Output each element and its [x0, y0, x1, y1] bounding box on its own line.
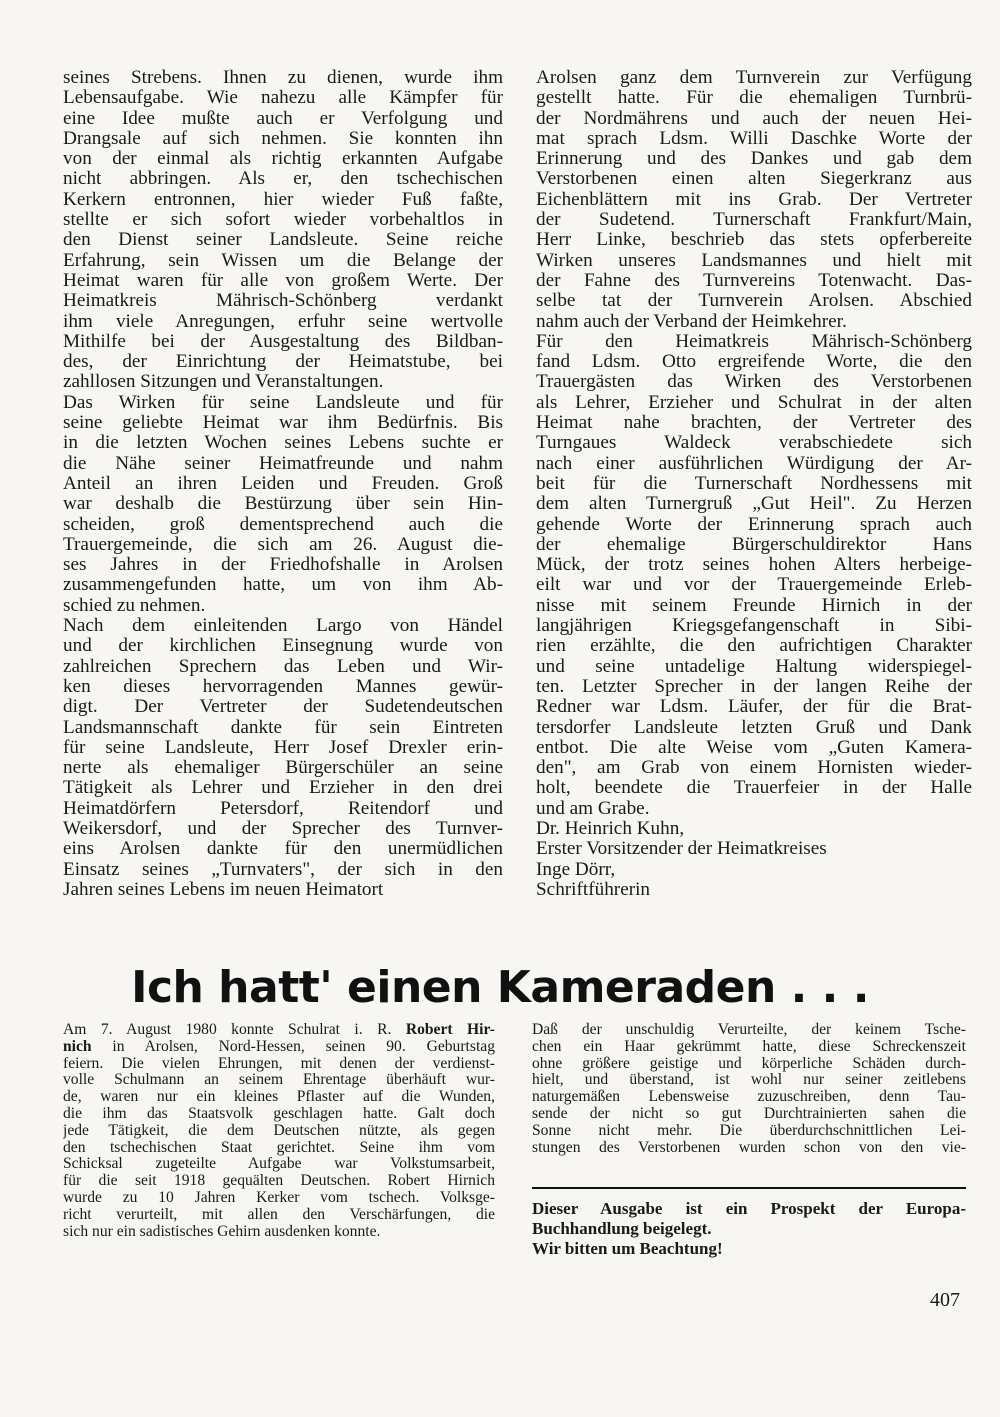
text-line: der Sudetend. Turnerschaft Frankfurt/Main, [536, 210, 972, 231]
text-line: schied zu nehmen. [63, 595, 206, 616]
text-line: seine geliebte Heimat war ihm Bedürfnis. Bis [63, 413, 503, 434]
text-line: Erfahrung, sein Wissen um die Belange der [63, 250, 503, 271]
text-line: Landsmannschaft dankte für sein Eintreten [63, 717, 503, 738]
text-line: langjährigen Kriegsgefangenschaft in Sibi- [536, 616, 972, 637]
text-line: Mück, der trotz seines hohen Alters herbeige- [536, 555, 972, 576]
text-line: jede Tätigkeit, die dem Deutschen nützte, als gegen [63, 1122, 495, 1139]
text-line: Dieser Ausgabe ist ein Prospekt der Europa- [532, 1199, 966, 1218]
text-line: gehende Worte der Erinnerung sprach auch [536, 514, 972, 535]
text-line: stellte er sich sofort wieder vorbehaltlos in [63, 210, 503, 231]
text-line: Heimat waren für alle von großem Werte. Der [63, 270, 503, 291]
text-line: in die letzten Wochen seines Lebens suchte er [63, 433, 503, 454]
text-line: dem alten Turnergruß „Gut Heil". Zu Herzen [536, 494, 972, 515]
text-line: entbot. Die alte Weise vom „Guten Kamera- [536, 737, 972, 758]
text-line: digt. Der Vertreter der Sudetendeutschen [63, 697, 503, 718]
article-headline: Ich hatt' einen Kameraden . . . [131, 962, 869, 1013]
text-line: chen ein Haar gekrümmt hatte, diese Schreckenszeit [532, 1038, 966, 1055]
text-line: Trauergemeinde, die sich am 26. August die- [63, 534, 503, 555]
text-line: Mithilfe bei der Ausgestaltung des Bildban- [63, 331, 503, 352]
text-line: nicht abbringen. Als er, den tschechischen [63, 169, 503, 190]
text-line: Arolsen ganz dem Turnverein zur Verfügung [536, 68, 972, 88]
text-line: rien erzählte, die den aufrichtigen Charakter [536, 636, 972, 657]
text-line: Wirken unseres Landsmannes und hielt mit [536, 250, 972, 271]
signature-line: Schriftführerin [536, 879, 651, 900]
text-line: hielt, und überstand, ist wohl nur seiner zeitlebens [532, 1072, 966, 1089]
signature-line: Erster Vorsitzender der Heimatkreises [536, 839, 827, 860]
text-line: für seine Landsleute, Herr Josef Drexler erin- [63, 737, 503, 758]
text-line: mat sprach Ldsm. Willi Daschke Worte der [536, 128, 972, 149]
article-column-left [63, 68, 503, 900]
text-line: naturgemäßen Lebensweise zuzuschreiben, denn Tau- [532, 1089, 966, 1106]
text-span: in Arolsen, Nord-Hessen, seinen 90. Geburtstag [91, 1038, 495, 1055]
text-line: Nach dem einleitenden Largo von Händel [63, 616, 503, 637]
text-line: ses Jahres in der Friedhofshalle in Arolsen [63, 555, 503, 576]
divider-rule [532, 1187, 966, 1189]
text-line: Trauergästen das Wirken des Verstorbenen [536, 372, 972, 393]
text-line: gestellt hatte. Für die ehemaligen Turnbrü- [536, 88, 972, 109]
text-line: Heimatdörfern Petersdorf, Reitendorf und [63, 798, 503, 819]
text-line: eins Arolsen dankte für den unermüdlichen [63, 839, 503, 860]
text-line: nahm auch der Verband der Heimkehrer. [536, 311, 847, 332]
text-line: tersdorfer Landsleute letzten Gruß und Dank [536, 717, 972, 738]
article-column-right [536, 68, 972, 900]
text-line: der ehemalige Bürgerschuldirektor Hans [536, 534, 972, 555]
text-line: Wir bitten um Beachtung! [532, 1239, 723, 1258]
page-number: 407 [930, 1289, 960, 1311]
text-line: als Lehrer, Erzieher und Schulrat in der alten [536, 392, 972, 413]
text-line: Tätigkeit als Lehrer und Erzieher in den drei [63, 778, 503, 799]
signature-line: Inge Dörr, [536, 859, 616, 880]
text-line: seines Strebens. Ihnen zu dienen, wurde ihm [63, 68, 503, 88]
text-line: beit für die Turnerschaft Nordhessens mit [536, 473, 972, 494]
text-line: Kerkern entronnen, hier wieder Fuß faßte, [63, 189, 503, 210]
text-line: Für den Heimatkreis Mährisch-Schönberg [536, 331, 972, 352]
text-line: zusammengefunden hatte, um von ihm Ab- [63, 575, 503, 596]
text-line: zahlreichen Sprechern das Leben und Wir- [63, 656, 503, 677]
text-line: stungen des Verstorbenen wurden schon von den vie- [532, 1139, 966, 1156]
text-line: Heimatkreis Mährisch-Schönberg verdankt [63, 291, 503, 312]
text-line: richt verurteilt, mit allen den Verschärfungen, die [63, 1206, 495, 1223]
text-line: ihm viele Anregungen, erfuhr seine wertvolle [63, 311, 503, 332]
text-line: und am Grabe. [536, 798, 650, 819]
text-line: Lebensaufgabe. Wie nahezu alle Kämpfer für [63, 88, 503, 109]
text-line: Das Wirken für seine Landsleute und für [63, 392, 503, 413]
text-line: fand Ldsm. Otto ergreifende Worte, die den [536, 352, 972, 373]
text-line: Daß der unschuldig Verurteilte, der keinem Tsche- [532, 1022, 966, 1038]
insert-notice [532, 1199, 966, 1259]
text-line: nerte als ehemaliger Bürgerschüler an seine [63, 758, 503, 779]
text-line: de, waren nur ein kleines Pflaster auf die Wunden, [63, 1089, 495, 1106]
text-line: ken dieses hervorragenden Mannes gewür- [63, 676, 503, 697]
text-line: Redner war Ldsm. Läufer, der für die Brat- [536, 697, 972, 718]
text-line: des, der Einrichtung der Heimatstube, bei [63, 352, 503, 373]
text-line: Buchhandlung beigelegt. [532, 1219, 712, 1238]
text-line: feiern. Die vielen Ehrungen, mit denen der verdienst- [63, 1055, 495, 1072]
text-line: Schicksal zugeteilte Aufgabe war Volkstumsarbeit, [63, 1156, 495, 1173]
text-line: zahllosen Sitzungen und Veranstaltungen. [63, 372, 384, 393]
text-line: Verstorbenen einen alten Siegerkranz aus [536, 169, 972, 190]
text-line: volle Schulmann an seinem Ehrentage überhäuft wur- [63, 1072, 495, 1089]
text-line: Einsatz seines „Turnvaters", der sich in den [63, 859, 503, 880]
text-line: Drangsale auf sich nehmen. Sie konnten ihn [63, 128, 503, 149]
text-line: nach einer ausführlichen Würdigung der Ar- [536, 453, 972, 474]
text-line: und seine untadelige Haltung widerspiegel- [536, 656, 972, 677]
text-line: und der kirchlichen Einsegnung wurde von [63, 636, 503, 657]
text-line: für die seit 1918 gequälten Deutschen. Robert Hirnich [63, 1173, 495, 1190]
text-line: Herr Linke, beschrieb das stets opferbereite [536, 230, 972, 251]
text-line [63, 1039, 495, 1056]
text-line: Anteil an ihren Leiden und Freuden. Groß [63, 473, 503, 494]
text-line [63, 1022, 495, 1039]
second-article-column-left [63, 1022, 495, 1240]
text-line: der Nordmährens und auch der neuen Hei- [536, 108, 972, 129]
text-line: sich nur ein sadistisches Gehirn ausdenken konnte. [63, 1223, 381, 1240]
text-line: sende der nicht so gut Durchtrainierten sahen die [532, 1105, 966, 1122]
text-line: Jahren seines Lebens im neuen Heimatort [63, 879, 384, 900]
text-line: Weikersdorf, und der Sprecher des Turnver- [63, 818, 503, 839]
text-line: wurde zu 10 Jahren Kerker vom tschech. Volksge- [63, 1189, 495, 1206]
signature-line: Dr. Heinrich Kuhn, [536, 818, 685, 839]
text-line: war deshalb die Bestürzung über sein Hin- [63, 494, 503, 515]
text-line: den Dienst seiner Landsleute. Seine reiche [63, 230, 503, 251]
second-article-column-right [532, 1022, 966, 1156]
text-line: holt, beendete die Trauerfeier in der Halle [536, 778, 972, 799]
bold-name: nich [63, 1038, 92, 1055]
bold-name: Robert Hir- [405, 1022, 495, 1038]
text-line: Erinnerung und des Dankes und gab dem [536, 149, 972, 170]
text-line: ten. Letzter Sprecher in der langen Reihe der [536, 676, 972, 697]
text-line: den tschechischen Staat gerichtet. Seine ihm vom [63, 1139, 495, 1156]
text-line: Eichenblättern mit ins Grab. Der Vertreter [536, 189, 972, 210]
text-line: Turngaues Waldeck verabschiedete sich [536, 433, 972, 454]
text-line: Heimat nahe brachten, der Vertreter des [536, 413, 972, 434]
text-line: die ihm das Staatsvolk geschlagen hatte. Galt doch [63, 1105, 495, 1122]
text-line: die Nähe seiner Heimatfreunde und nahm [63, 453, 503, 474]
text-line: scheiden, groß dementsprechend auch die [63, 514, 503, 535]
text-line: Sonne nicht mehr. Die überdurchschnittlichen Lei- [532, 1122, 966, 1139]
text-line: eilt war und vor der Trauergemeinde Erleb- [536, 575, 972, 596]
text-line: selbe tat der Turnverein Arolsen. Abschied [536, 291, 972, 312]
text-line: ohne größere geistige und körperliche Schäden durch- [532, 1055, 966, 1072]
text-line: nisse mit seinem Freunde Hirnich in der [536, 595, 972, 616]
text-line: eine Idee mußte auch er Verfolgung und [63, 108, 503, 129]
text-line: den", am Grab von einem Hornisten wieder- [536, 758, 972, 779]
text-line: von der einmal als richtig erkannten Aufgabe [63, 149, 503, 170]
text-line: der Fahne des Turnvereins Totenwacht. Das- [536, 270, 972, 291]
text-span: Am 7. August 1980 konnte Schulrat i. R. [63, 1022, 406, 1038]
